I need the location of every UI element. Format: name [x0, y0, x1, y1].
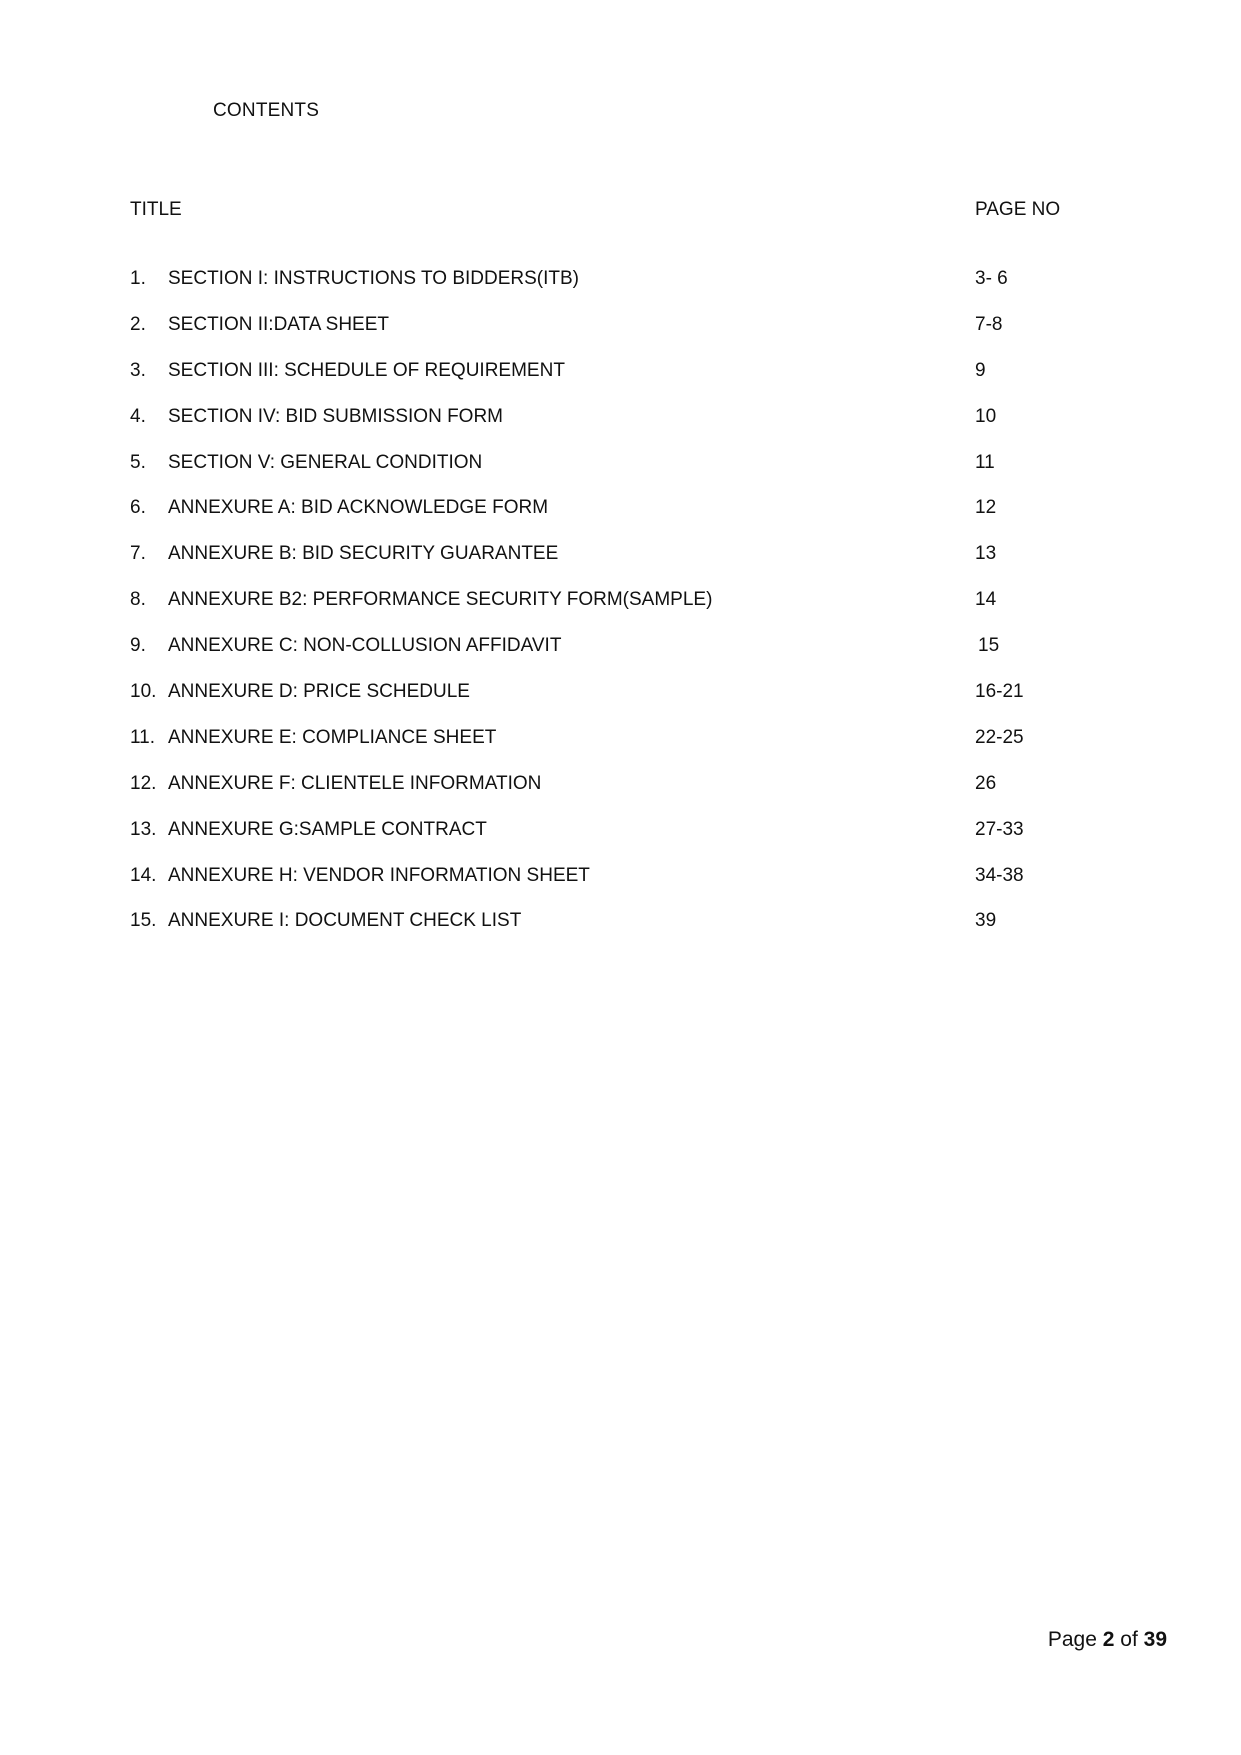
footer-total-pages: 39 [1143, 1628, 1167, 1651]
toc-entry [130, 635, 1090, 681]
toc-entry-title: ANNEXURE B2: PERFORMANCE SECURITY FORM(SAMPLE) [168, 589, 713, 611]
toc-entry-pages: 11 [975, 451, 995, 473]
toc-entry [130, 865, 1090, 911]
toc-entry [130, 910, 1090, 956]
toc-entry [130, 452, 1090, 498]
toc-entry-pages: 26 [975, 772, 997, 794]
toc-entry-number: 4. [130, 405, 146, 427]
footer-of-word: of [1120, 1628, 1138, 1651]
toc-entry-pages: 22-25 [975, 726, 1024, 748]
toc-entry-number: 13. [130, 818, 157, 840]
toc-entry-title: ANNEXURE F: CLIENTELE INFORMATION [168, 772, 542, 794]
toc-entry-title: ANNEXURE A: BID ACKNOWLEDGE FORM [168, 497, 549, 519]
toc-entry [130, 773, 1090, 819]
toc-entry-title: ANNEXURE D: PRICE SCHEDULE [168, 681, 470, 703]
page-number-footer [1048, 1628, 1167, 1652]
toc-entry-title: SECTION II:DATA SHEET [168, 313, 389, 335]
toc-entry-number: 6. [130, 497, 146, 519]
toc-entry-pages: 39 [975, 910, 997, 932]
toc-entry-title: ANNEXURE G:SAMPLE CONTRACT [168, 818, 487, 840]
toc-entry-pages: 34-38 [975, 864, 1024, 886]
toc-entry [130, 314, 1090, 360]
page-no-column-header: PAGE NO [975, 199, 1061, 220]
toc-entry-title: ANNEXURE I: DOCUMENT CHECK LIST [168, 910, 522, 932]
toc-entry-title: ANNEXURE E: COMPLIANCE SHEET [168, 726, 497, 748]
toc-entry-pages: 12 [975, 497, 997, 519]
toc-entry-title: ANNEXURE B: BID SECURITY GUARANTEE [168, 543, 559, 565]
toc-entry-pages: 14 [975, 589, 997, 611]
toc-entry [130, 268, 1090, 314]
toc-entry [130, 543, 1090, 589]
toc-entry-pages: 3- 6 [975, 268, 1008, 289]
toc-entry-pages: 16-21 [975, 681, 1024, 703]
toc-entry-number: 1. [130, 268, 146, 289]
toc-entry [130, 681, 1090, 727]
title-column-header: TITLE [130, 199, 182, 220]
contents-heading: CONTENTS [213, 100, 320, 121]
footer-page-word: Page [1047, 1628, 1097, 1651]
toc-entry-pages: 13 [975, 543, 997, 565]
toc-entry-pages: 9 [975, 359, 986, 381]
toc-entry-number: 8. [130, 589, 146, 611]
toc-entry [130, 497, 1090, 543]
toc-entry-title: SECTION V: GENERAL CONDITION [168, 451, 483, 473]
toc-entry-number: 2. [130, 313, 146, 335]
toc-entry-pages: 15 [978, 635, 1000, 657]
toc-entry-title: SECTION III: SCHEDULE OF REQUIREMENT [168, 359, 565, 381]
toc-entry-title: ANNEXURE H: VENDOR INFORMATION SHEET [168, 864, 590, 886]
toc-entry [130, 406, 1090, 452]
toc-entry-number: 12. [130, 772, 157, 794]
toc-entry-number: 10. [130, 681, 157, 703]
toc-entry [130, 819, 1090, 865]
toc-entry-number: 5. [130, 451, 146, 473]
toc-entry-number: 7. [130, 543, 146, 565]
toc-entry-title: SECTION IV: BID SUBMISSION FORM [168, 405, 503, 427]
toc-entry-number: 3. [130, 359, 146, 381]
footer-current-page: 2 [1102, 1628, 1115, 1651]
toc-entry-pages: 10 [975, 405, 997, 427]
table-of-contents [130, 268, 1090, 956]
toc-entry-pages: 7-8 [975, 313, 1003, 335]
toc-entry-number: 9. [130, 635, 146, 657]
toc-entry [130, 727, 1090, 773]
toc-entry [130, 360, 1090, 406]
toc-entry-title: ANNEXURE C: NON-COLLUSION AFFIDAVIT [168, 635, 562, 657]
toc-entry-title: SECTION I: INSTRUCTIONS TO BIDDERS(ITB) [168, 268, 579, 289]
toc-entry-number: 15. [130, 910, 157, 932]
toc-entry-number: 11. [130, 726, 156, 748]
toc-entry [130, 589, 1090, 635]
toc-entry-pages: 27-33 [975, 818, 1024, 840]
toc-entry-number: 14. [130, 864, 157, 886]
